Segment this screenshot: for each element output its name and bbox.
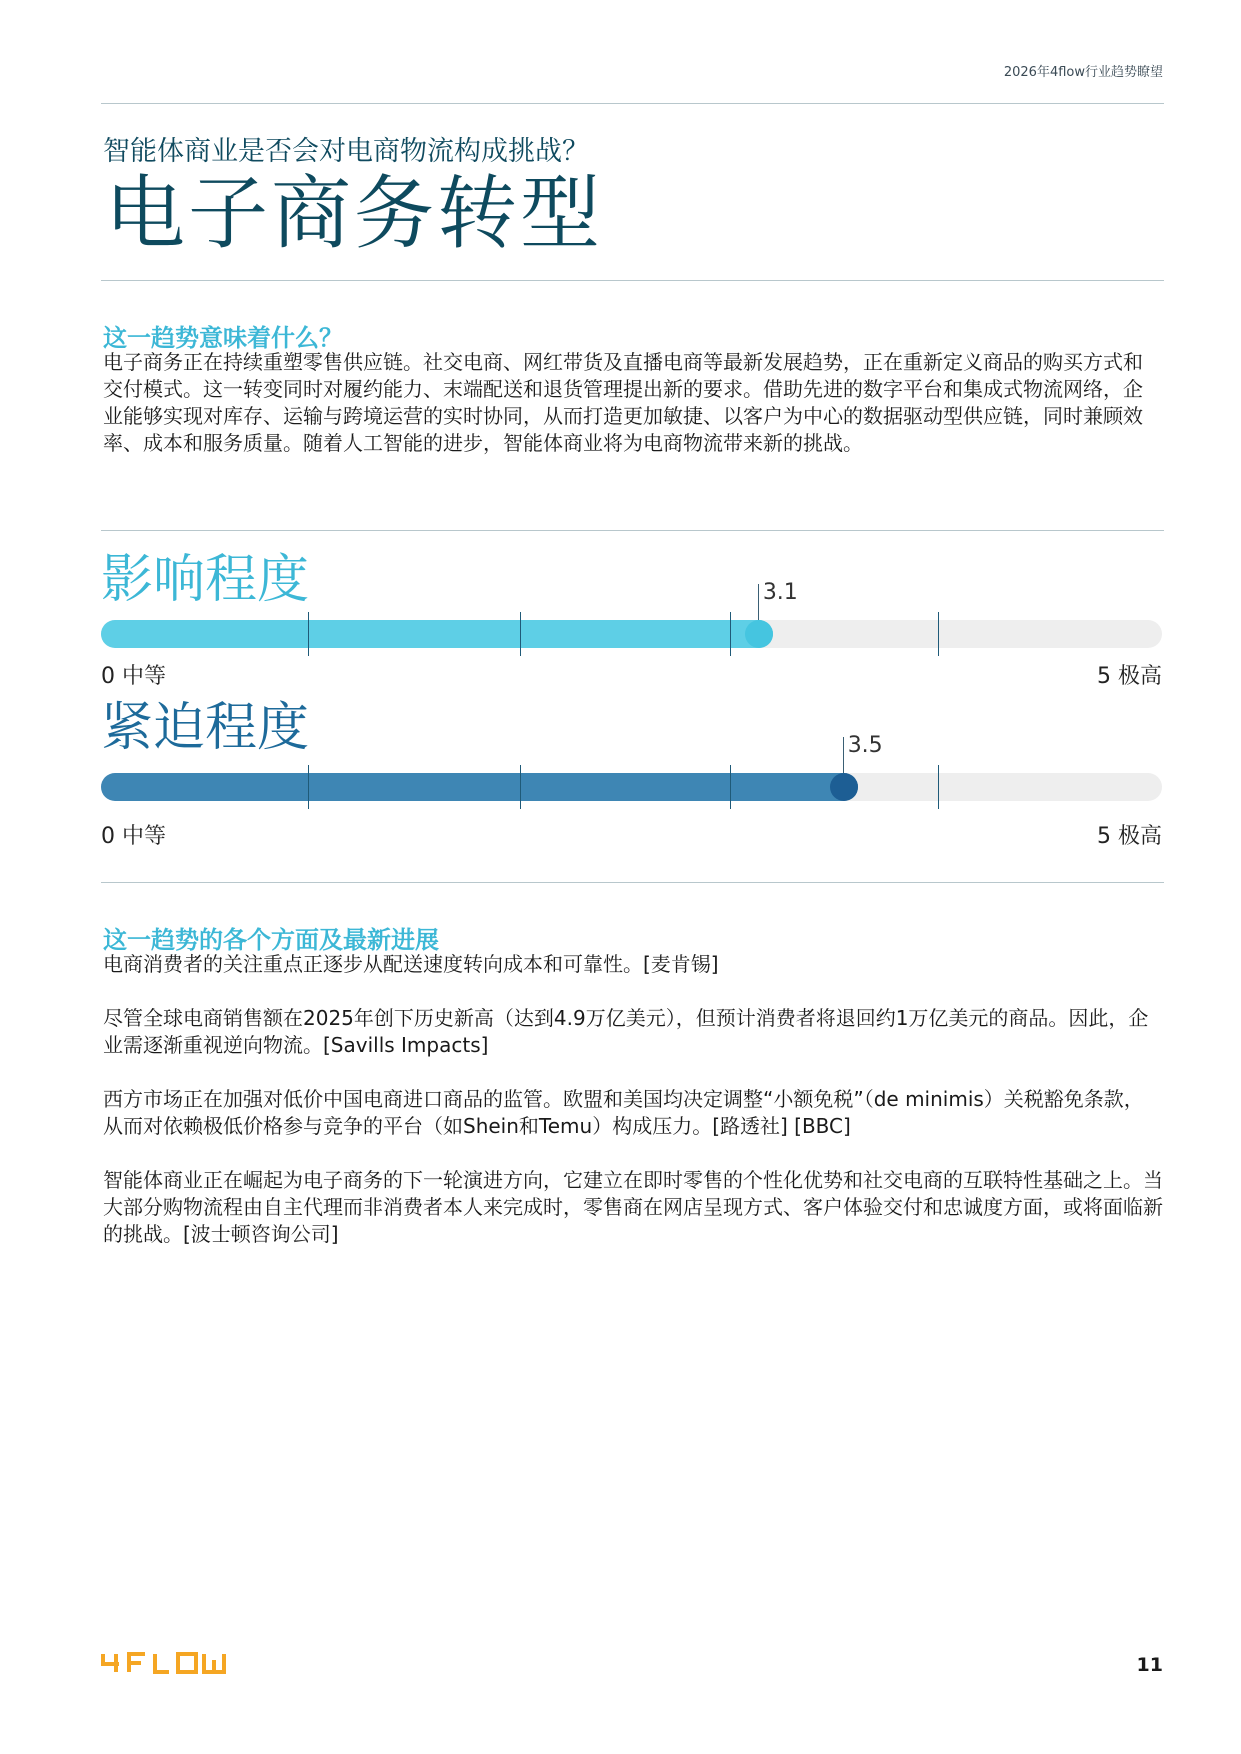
impact-gauge-title: 影响程度	[101, 550, 310, 610]
impact-fill	[101, 620, 773, 648]
development-paragraph: 西方市场正在加强对低价中国电商进口商品的监管。欧盟和美国均决定调整“小额免税”（de minimis）关税豁免条款，从而对依赖极低价格参与竞争的平台（如Shein和Temu）构成压力。[路透社] [BBC]	[103, 1087, 1144, 1138]
impact-min-label: 0 中等	[101, 664, 166, 689]
urgency-tick	[520, 765, 521, 809]
impact-tick	[520, 612, 521, 656]
urgency-tick	[730, 765, 731, 809]
section-heading-meaning: 这一趋势意味着什么？	[103, 324, 343, 352]
development-paragraph: 电商消费者的关注重点正逐步从配送速度转向成本和可靠性。[麦肯锡]	[103, 952, 719, 976]
urgency-track	[101, 773, 1162, 801]
urgency-max-label: 5 极高	[1097, 824, 1162, 849]
gauge-rule-top	[101, 530, 1164, 531]
urgency-min-label: 0 中等	[101, 824, 166, 849]
page-question: 智能体商业是否会对电商物流构成挑战？	[103, 136, 589, 167]
header-rule	[101, 103, 1164, 104]
development-paragraph: 智能体商业正在崛起为电子商务的下一轮演进方向，它建立在即时零售的个性化优势和社交电商的互联特性基础之上。当大部分购物流程由自主代理而非消费者本人来完成时，零售商在网店呈现方式、客户体验交付和忠诚度方面，或将面临新的挑战。[波士顿咨询公司]	[103, 1168, 1163, 1246]
section-heading-developments: 这一趋势的各个方面及最新进展	[103, 926, 439, 954]
gauge-rule-bottom	[101, 882, 1164, 883]
impact-tick	[938, 612, 939, 656]
urgency-value-marker-line	[843, 737, 844, 773]
urgency-fill	[101, 773, 858, 801]
header-title: 2026年4flow行业趋势瞭望	[1003, 65, 1163, 80]
section-body-developments	[103, 951, 1163, 1275]
urgency-value-label: 3.5	[847, 733, 883, 758]
page-title: 电子商务转型	[105, 167, 603, 260]
urgency-gauge-title: 紧迫程度	[101, 698, 310, 758]
impact-max-label: 5 极高	[1097, 664, 1162, 689]
urgency-knob	[830, 773, 858, 801]
section-body-meaning: 电子商务正在持续重塑零售供应链。社交电商、网红带货及直播电商等最新发展趋势，正在重新定义商品的购买方式和交付模式。这一转变同时对履约能力、末端配送和退货管理提出新的要求。借助先进的数字平台和集成式物流网络，企业能够实现对库存、运输与跨境运营的实时协同，从而打造更加敏捷、以客户为中心的数据驱动型供应链，同时兼顾效率、成本和服务质量。随着人工智能的进步，智能体商业将为电商物流带来新的挑战。	[103, 350, 1143, 455]
page-number: 11	[1136, 1654, 1163, 1676]
impact-value-marker-line	[758, 584, 759, 620]
impact-track	[101, 620, 1162, 648]
impact-knob	[745, 620, 773, 648]
impact-tick	[730, 612, 731, 656]
urgency-tick	[308, 765, 309, 809]
impact-tick	[308, 612, 309, 656]
urgency-tick	[938, 765, 939, 809]
title-rule	[101, 280, 1164, 281]
4flow-logo	[101, 1652, 227, 1674]
impact-value-label: 3.1	[762, 580, 798, 605]
development-paragraph: 尽管全球电商销售额在2025年创下历史新高（达到4.9万亿美元），但预计消费者将退回约1万亿美元的商品。因此，企业需逐渐重视逆向物流。[Savills Impacts]	[103, 1006, 1149, 1057]
